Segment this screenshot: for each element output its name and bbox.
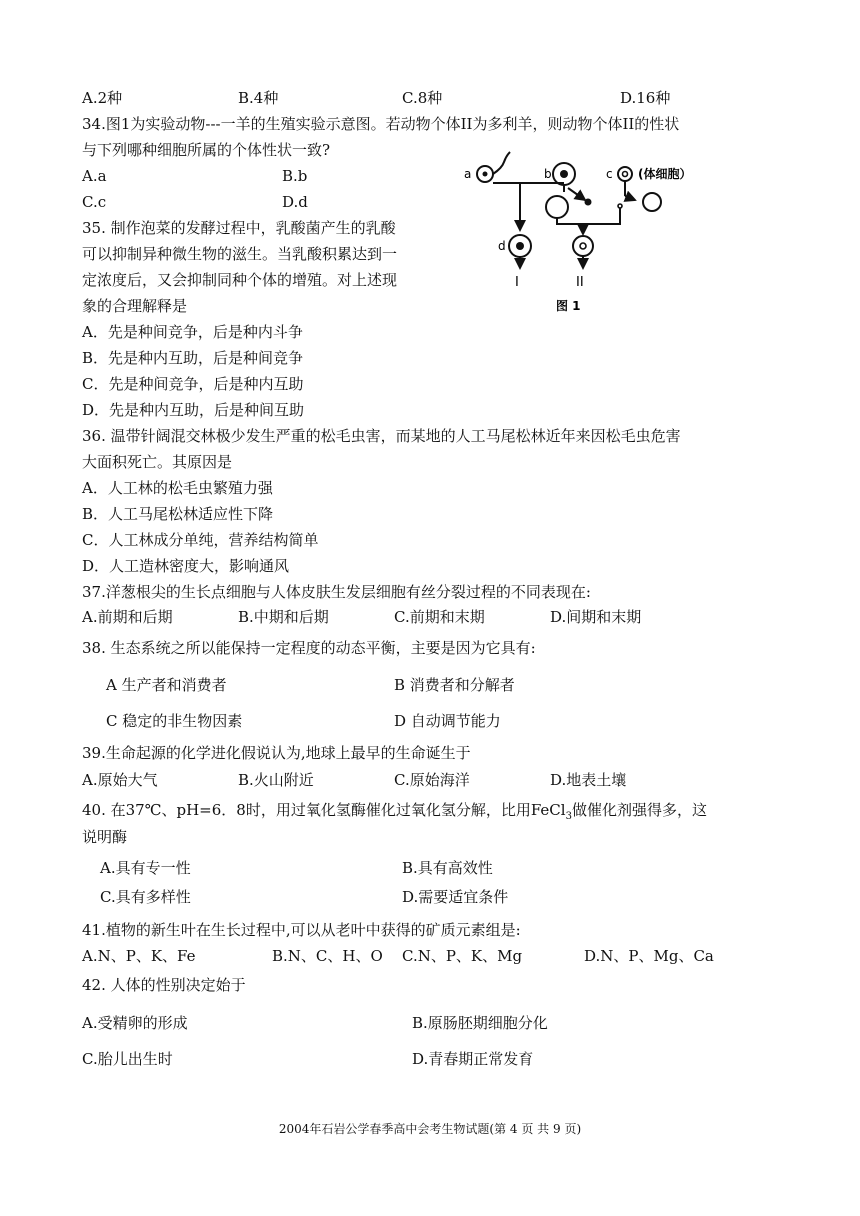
q36-stem-line2: 大面积死亡。其原因是: [82, 453, 233, 471]
fig-caption: 图 1: [556, 299, 581, 313]
q41-option-b: B.N、C、H、O: [272, 947, 383, 965]
q37-option-c: C.前期和末期: [394, 608, 485, 626]
q42-stem: 42. 人体的性别决定始于: [82, 976, 246, 994]
q40-stem-line2: 说明酶: [82, 828, 128, 846]
cell-c-shape: [618, 167, 632, 181]
fig-label-i: I: [515, 275, 519, 290]
q35-stem-line4: 象的合理解释是: [82, 297, 188, 315]
q37-option-d: D.间期和末期: [550, 608, 642, 626]
q42-option-c: C.胎儿出生时: [82, 1050, 173, 1068]
q41-option-d: D.N、P、Mg、Ca: [584, 947, 714, 965]
q33-option-b: B.4种: [238, 89, 279, 107]
q40-option-c: C.具有多样性: [100, 888, 191, 906]
q40-stem-line1: [82, 800, 707, 827]
fig-label-ii: II: [576, 275, 584, 290]
q40-stem-post: 做催化剂强得多，这: [571, 801, 707, 819]
q38-option-b: B 消费者和分解者: [394, 676, 515, 694]
q36-stem-line1: 36. 温带针阔混交林极少发生严重的松毛虫害，而某地的人工马尾松林近年来因松毛虫危害: [82, 427, 681, 445]
cell-ii-shape: [573, 236, 593, 256]
fig-label-c: c: [606, 167, 613, 181]
q40-option-b: B.具有高效性: [402, 859, 493, 877]
q35-stem-line2: 可以抑制异种微生物的滋生。当乳酸积累达到一: [82, 245, 398, 263]
q41-option-c: C.N、P、K、Mg: [402, 947, 523, 965]
q39-option-c: C.原始海洋: [394, 771, 470, 789]
q34-option-c: C.c: [82, 193, 107, 211]
q34-option-a: A.a: [82, 167, 107, 185]
q33-option-d: D.16种: [620, 89, 671, 107]
q36-option-b: B．人工马尾松林适应性下降: [82, 505, 274, 523]
q34-option-d: D.d: [282, 193, 308, 211]
q35-option-a: A．先是种间竞争，后是种内斗争: [82, 323, 303, 341]
q35-option-b: B．先是种内互助，后是种间竞争: [82, 349, 304, 367]
somatic-nucleus-shape: [643, 193, 661, 211]
q40-option-a: A.具有专一性: [100, 859, 191, 877]
q42-option-d: D.青春期正常发育: [412, 1050, 534, 1068]
q37-stem: 37.洋葱根尖的生长点细胞与人体皮肤生发层细胞有丝分裂过程的不同表现在:: [82, 583, 591, 601]
q38-stem: 38. 生态系统之所以能保持一定程度的动态平衡，主要是因为它具有:: [82, 639, 536, 657]
q34-stem-line1: 34.图1为实验动物---一羊的生殖实验示意图。若动物个体II为多利羊，则动物个体II的性状: [82, 115, 680, 133]
q42-option-b: B.原肠胚期细胞分化: [412, 1014, 548, 1032]
q35-stem-line3: 定浓度后，又会抑制同种个体的增殖。对上述现: [82, 271, 398, 289]
q38-option-c: C 稳定的非生物因素: [106, 712, 243, 730]
q39-stem: 39.生命起源的化学进化假说认为,地球上最早的生命诞生于: [82, 744, 471, 762]
q37-option-b: B.中期和后期: [238, 608, 329, 626]
fig-label-a: a: [464, 167, 472, 181]
q42-option-a: A.受精卵的形成: [82, 1014, 188, 1032]
fig-label-d: d: [498, 239, 506, 253]
q39-option-d: D.地表土壤: [550, 771, 627, 789]
q35-option-d: D．先是种内互助，后是种间互助: [82, 401, 305, 419]
q36-option-c: C．人工林成分单纯，营养结构简单: [82, 531, 319, 549]
q33-option-c: C.8种: [402, 89, 443, 107]
q36-option-a: A．人工林的松毛虫繁殖力强: [82, 479, 273, 497]
q37-option-a: A.前期和后期: [82, 608, 173, 626]
fig-label-b: b: [544, 167, 552, 181]
q35-option-c: C．先是种间竞争，后是种内互助: [82, 375, 304, 393]
q35-stem-line1: 35. 制作泡菜的发酵过程中，乳酸菌产生的乳酸: [82, 219, 396, 237]
fig-somatic-label: (体细胞）: [638, 167, 692, 181]
q33-option-a: A.2种: [82, 89, 123, 107]
q41-option-a: A.N、P、K、Fe: [82, 947, 196, 965]
q34-stem-line2: 与下列哪种细胞所属的个体性状一致?: [82, 141, 331, 159]
q40-stem-pre: 40. 在37℃、pH=6．8时，用过氧化氢酶催化过氧化氢分解，比用FeCl: [82, 801, 566, 819]
q38-option-d: D 自动调节能力: [394, 712, 501, 730]
page-footer: 2004年石岩公学春季高中会考生物试题(第 4 页 共 9 页): [278, 1122, 582, 1136]
figure-1-diagram: [460, 148, 720, 318]
q39-option-b: B.火山附近: [238, 771, 314, 789]
q36-option-d: D．人工造林密度大，影响通风: [82, 557, 290, 575]
enucleated-egg-shape: [546, 196, 568, 218]
q40-subscript: 3: [565, 811, 572, 822]
q41-stem: 41.植物的新生叶在生长过程中,可以从老叶中获得的矿质元素组是:: [82, 921, 521, 939]
q34-option-b: B.b: [282, 167, 308, 185]
q40-option-d: D.需要适宜条件: [402, 888, 509, 906]
q38-option-a: A 生产者和消费者: [106, 676, 227, 694]
q39-option-a: A.原始大气: [82, 771, 158, 789]
